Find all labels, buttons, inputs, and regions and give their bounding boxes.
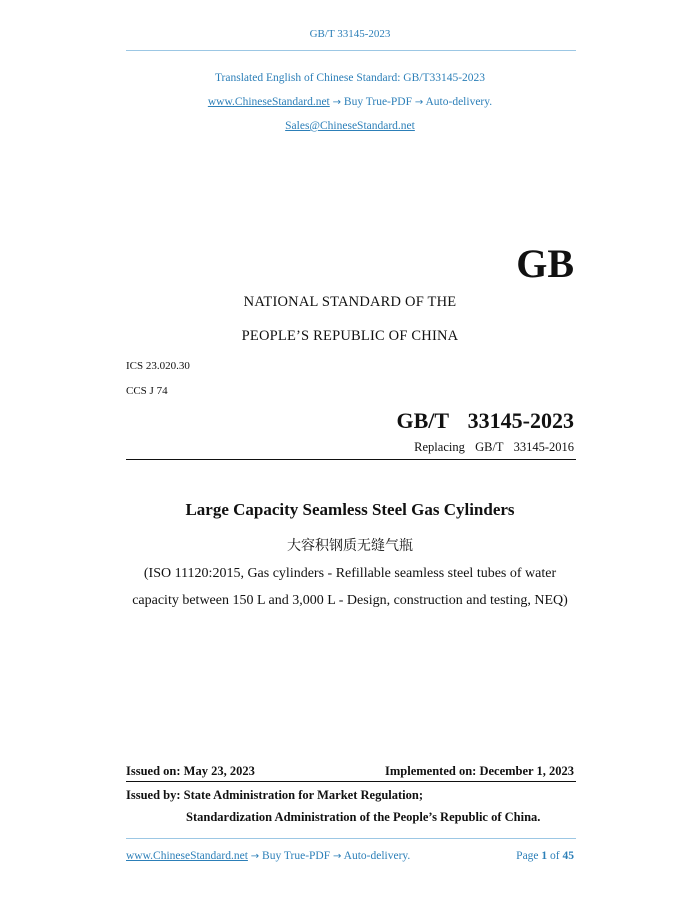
title-divider [126,459,576,460]
gb-mark: GB [516,241,574,286]
ics-code: ICS 23.020.30 [126,360,190,372]
document-title-chinese: 大容积钢质无缝气瓶 [287,538,413,554]
auto-delivery-text: Auto-delivery. [425,96,493,108]
footer-buy-pdf-text: Buy True-PDF [262,850,331,862]
running-header: GB/T 33145-2023 [309,28,391,40]
ccs-code: CCS J 74 [126,385,168,397]
document-title-english: Large Capacity Seamless Steel Gas Cylinders [185,500,515,519]
page-label: Page [516,850,539,862]
page-number [516,850,574,862]
footer-site-link[interactable]: www.ChineseStandard.net [126,850,248,862]
site-link[interactable]: www.ChineseStandard.net [207,96,330,108]
national-standard-line-2: PEOPLE’S REPUBLIC OF CHINA [241,328,459,344]
email-link[interactable]: Sales@ChineseStandard.net [285,120,415,132]
buy-pdf-text: Buy True-PDF [343,96,412,108]
header-divider [126,50,576,51]
arrow-right-icon: → [332,97,342,108]
iso-reference-line-2: capacity between 150 L and 3,000 L - Design, construction and testing, NEQ) [132,593,568,608]
arrow-right-icon: → [414,97,424,108]
dates-divider [126,781,576,782]
email-line [0,120,700,132]
issued-by-line-2: Standardization Administration of the People’s Republic of China. [186,810,541,824]
issued-date: Issued on: May 23, 2023 [126,764,255,778]
footer-divider [126,838,576,839]
arrow-right-icon: → [250,851,260,862]
standard-number: GB/T 33145-2023 [396,408,574,433]
arrow-right-icon: → [333,851,342,862]
page-total: 45 [562,850,574,862]
national-standard-line-1: NATIONAL STANDARD OF THE [243,294,457,310]
footer-promo [126,850,410,862]
page-current: 1 [541,850,548,862]
implemented-date: Implemented on: December 1, 2023 [385,764,574,778]
page-of: of [550,850,560,862]
issued-by-line-1: Issued by: State Administration for Market Regulation; [126,788,423,802]
footer-auto-delivery-text: Auto-delivery. [343,850,411,862]
replacing-note: Replacing GB/T 33145-2016 [414,440,574,454]
iso-reference-line-1: (ISO 11120:2015, Gas cylinders - Refillable seamless steel tubes of water [143,566,557,581]
promo-line [0,96,700,108]
translation-notice: Translated English of Chinese Standard: GB/T33145-2023 [214,72,486,84]
